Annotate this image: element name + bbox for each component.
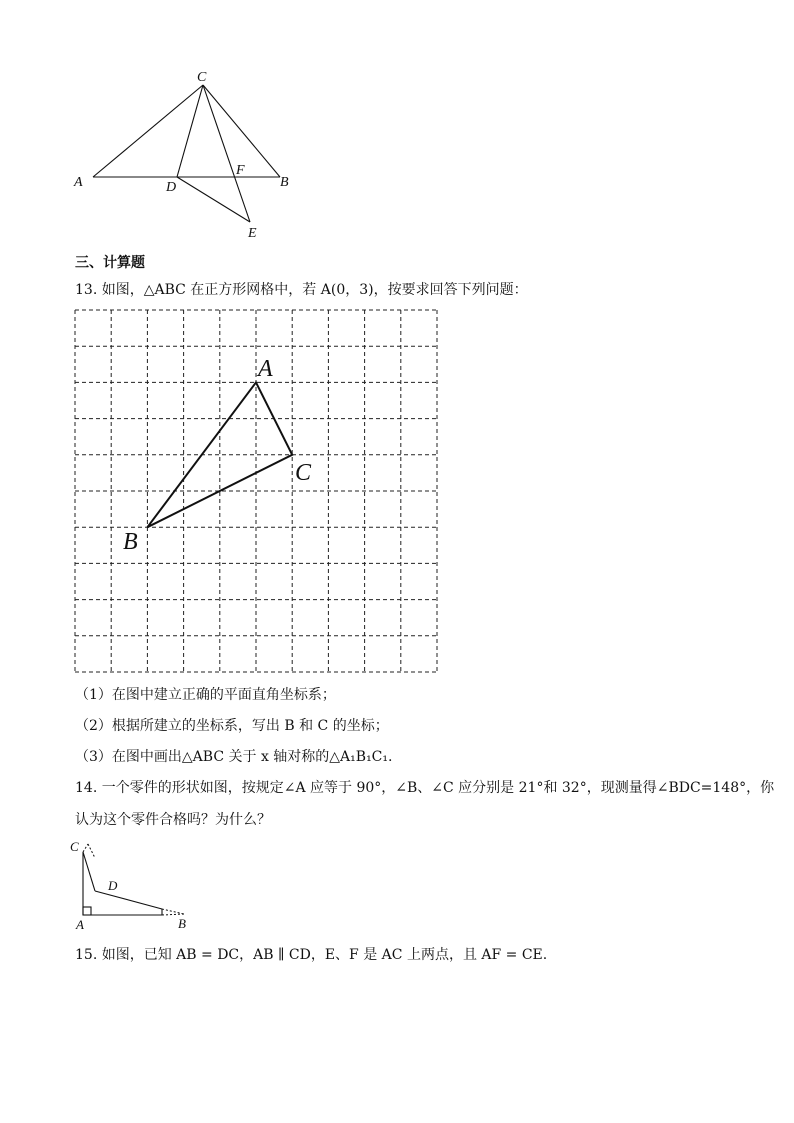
q13-grid-figure bbox=[70, 305, 445, 677]
grid-label-A: A bbox=[258, 356, 273, 382]
grid-label-B: B bbox=[123, 529, 138, 555]
q13-stem: 13. 如图，△ABC 在正方形网格中，若 A(0，3)，按要求回答下列问题： bbox=[75, 282, 528, 298]
q14-label-D: D bbox=[108, 878, 118, 893]
q13-part-3: （3）在图中画出△ABC 关于 x 轴对称的△A₁B₁C₁. bbox=[75, 749, 393, 765]
label-D: D bbox=[166, 180, 177, 195]
q13-part-2: （2）根据所建立的坐标系，写出 B 和 C 的坐标； bbox=[75, 718, 389, 734]
section-heading: 三、计算题 bbox=[75, 255, 145, 271]
label-C: C bbox=[197, 70, 207, 85]
q14-line-2: 认为这个零件合格吗？为什么？ bbox=[75, 812, 271, 828]
label-F: F bbox=[236, 163, 245, 178]
label-A: A bbox=[74, 175, 83, 190]
label-E: E bbox=[248, 226, 257, 241]
q15-stem: 15. 如图，已知 AB = DC，AB ∥ CD，E、F 是 AC 上两点，且 AF = CE. bbox=[75, 947, 548, 963]
q14-line-1: 14. 一个零件的形状如图，按规定∠A 应等于 90°，∠B、∠C 应分别是 21°和 32°，现测量得∠BDC=148°，你 bbox=[75, 780, 775, 796]
q14-label-A: A bbox=[76, 917, 84, 932]
q14-label-C: C bbox=[70, 839, 79, 854]
q13-part-1: （1）在图中建立正确的平面直角坐标系； bbox=[75, 687, 336, 703]
grid-label-C: C bbox=[295, 460, 312, 486]
q14-part-figure bbox=[66, 836, 196, 936]
figure-triangle-cdef bbox=[60, 60, 320, 250]
label-B: B bbox=[280, 175, 289, 190]
q14-label-B: B bbox=[178, 916, 186, 931]
